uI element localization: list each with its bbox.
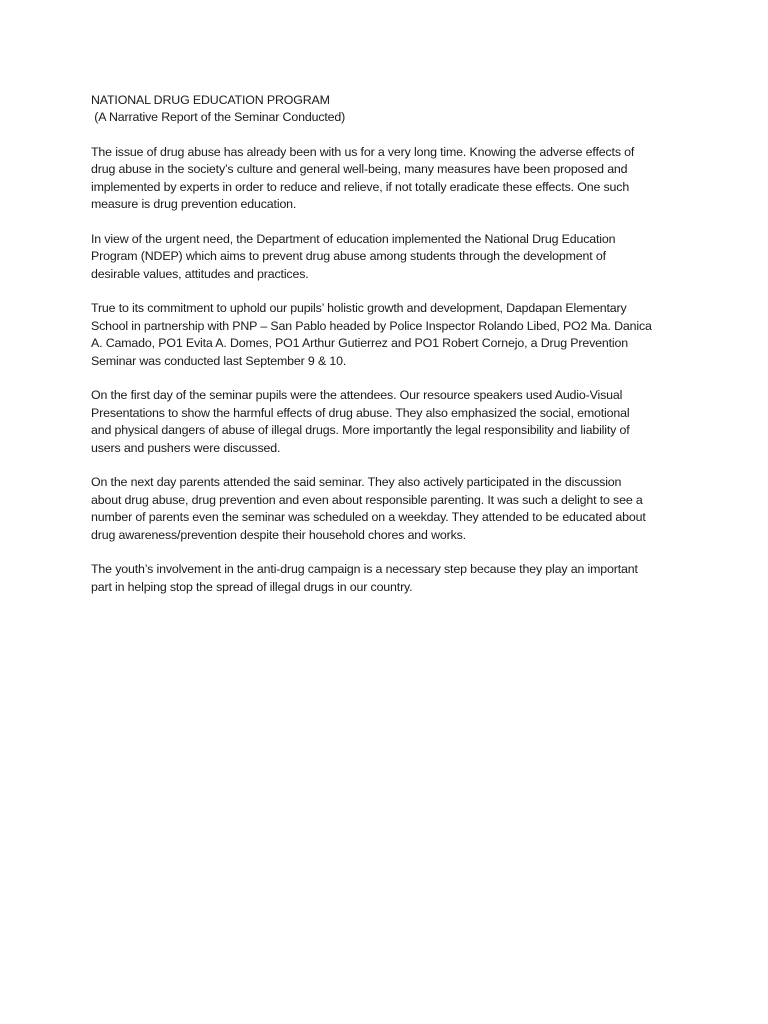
text-line: measure is drug prevention education. bbox=[91, 197, 297, 212]
text-line: Seminar was conducted last September 9 & 10. bbox=[91, 353, 347, 368]
text-line: On the first day of the seminar pupils were the attendees. Our resource speakers used Audio-Visual bbox=[91, 388, 623, 403]
text-line: Presentations to show the harmful effects of drug abuse. They also emphasized the social, emotional bbox=[91, 405, 630, 420]
text-line: about drug abuse, drug prevention and even about responsible parenting. It was such a delight to see a bbox=[91, 492, 643, 507]
text-line: number of parents even the seminar was scheduled on a weekday. They attended to be educated about bbox=[91, 510, 646, 525]
text-line: and physical dangers of abuse of illegal drugs. More importantly the legal responsibility and liability of bbox=[91, 423, 630, 438]
text-line: A. Camado, PO1 Evita A. Domes, PO1 Arthur Gutierrez and PO1 Robert Cornejo, a Drug Prevention bbox=[91, 336, 629, 351]
text-line: The youth’s involvement in the anti-drug campaign is a necessary step because they play an important bbox=[91, 562, 638, 577]
title-block bbox=[91, 92, 691, 127]
paragraph-intro bbox=[91, 144, 691, 214]
text-line: part in helping stop the spread of illegal drugs in our country. bbox=[91, 579, 413, 594]
paragraph-conclusion bbox=[91, 561, 691, 596]
text-line: desirable values, attitudes and practices. bbox=[91, 266, 309, 281]
text-line: drug abuse in the society’s culture and general well-being, many measures have been proposed and bbox=[91, 162, 628, 177]
paragraph-first-day bbox=[91, 387, 691, 457]
paragraph-partnership bbox=[91, 300, 691, 370]
document-body bbox=[91, 92, 691, 614]
text-line: The issue of drug abuse has already been with us for a very long time. Knowing the adverse effects of bbox=[91, 144, 635, 159]
text-line: drug awareness/prevention despite their household chores and works. bbox=[91, 527, 466, 542]
document-title: NATIONAL DRUG EDUCATION PROGRAM bbox=[91, 93, 330, 107]
text-line: users and pushers were discussed. bbox=[91, 440, 281, 455]
text-line: In view of the urgent need, the Department of education implemented the National Drug Education bbox=[91, 231, 616, 246]
text-line: School in partnership with PNP – San Pablo headed by Police Inspector Rolando Libed, PO2 Ma. Danica bbox=[91, 318, 652, 333]
paragraph-next-day bbox=[91, 474, 691, 544]
text-line: On the next day parents attended the said seminar. They also actively participated in the discussion bbox=[91, 475, 622, 490]
text-line: True to its commitment to uphold our pupils’ holistic growth and development, Dapdapan Elementary bbox=[91, 301, 627, 316]
document-subtitle: (A Narrative Report of the Seminar Conducted) bbox=[91, 110, 346, 125]
text-line: implemented by experts in order to reduce and relieve, if not totally eradicate these effects. One such bbox=[91, 179, 630, 194]
text-line: Program (NDEP) which aims to prevent drug abuse among students through the development of bbox=[91, 249, 606, 264]
paragraph-ndep bbox=[91, 231, 691, 283]
